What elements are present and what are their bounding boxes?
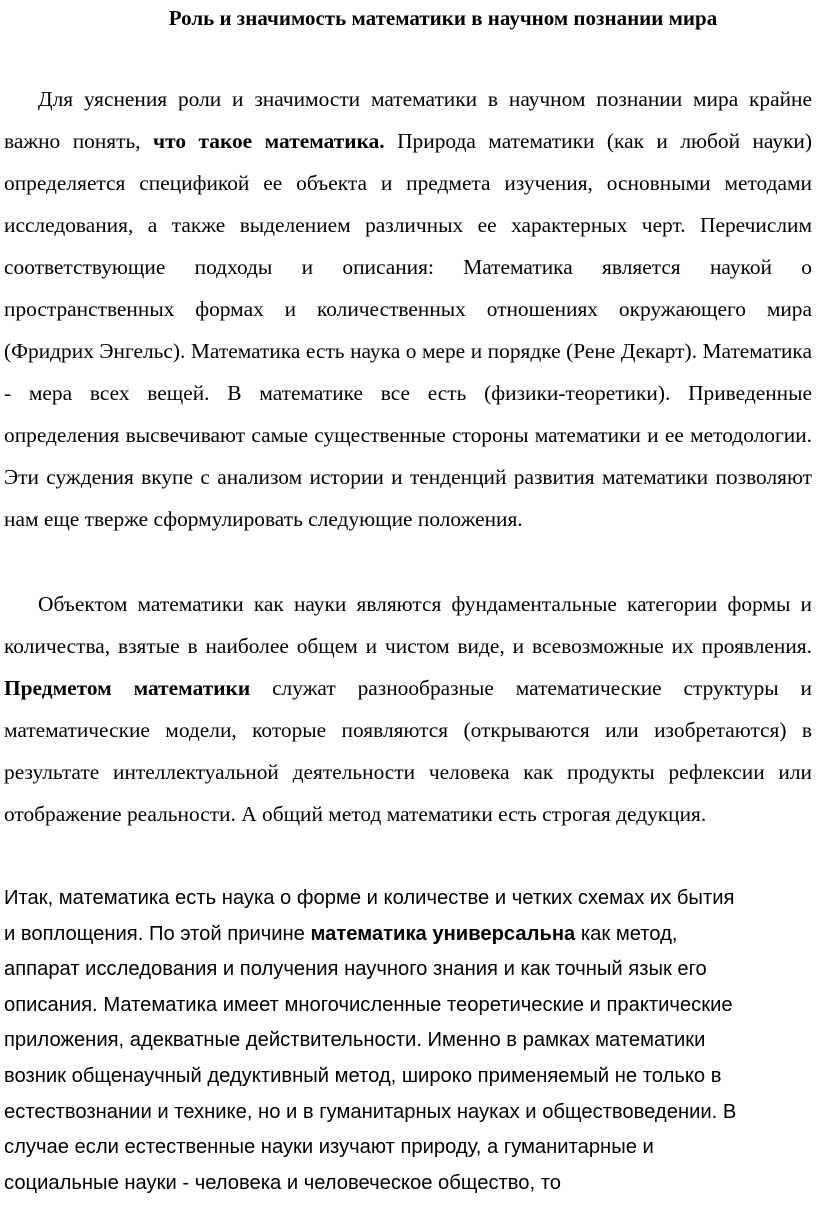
paragraph-definition (4, 78, 812, 540)
paragraph-text: Природа математики (как и любой науки) определяется спецификой ее объекта и предмета изучения, основными методами исследования, а также выделением различных ее характерных черт. Перечислим соответствующие подходы и описания: Математика является наукой о пространственных формах и количественных отношениях окружающего мира (Фридрих Энгельс). Математика есть наука о мере и порядке (Рене Декарт). Математика - мера всех вещей. В математике все есть (физики-теоретики). Приведенные определения высвечивают самые существенные стороны математики и ее методологии. Эти суждения вкупе с анализом истории и тенденций развития математики позволяют нам еще тверже сформулировать следующие положения. (4, 129, 812, 531)
text-line (4, 917, 816, 953)
page-title: Роль и значимость математики в научном познании мира (168, 6, 718, 30)
text-line: Итак, математика есть наука о форме и количестве и четких схемах их бытия (4, 887, 735, 909)
text-line: возник общенаучный дедуктивный метод, широко применяемый не только в (4, 1064, 722, 1087)
text-line: естествознании и технике, но и в гуманитарных науках и обществоведении. В (4, 1100, 737, 1123)
bold-phrase: Предметом математики (4, 676, 251, 700)
text-line: социальные науки - человека и человеческое общество, то (4, 1171, 561, 1194)
text-line: приложения, адекватные действительности. Именно в рамках математики (4, 1029, 706, 1052)
text-line: случае если естественные науки изучают природу, а гуманитарные и (4, 1136, 654, 1159)
paragraph-text: Объектом математики как науки являются фундаментальные категории формы и количества, взятые в наиболее общем и чистом виде, и всевозможные их проявления. (4, 592, 812, 658)
text-line: описания. Математика имеет многочисленные теоретические и практические (4, 993, 733, 1016)
line-part: как метод, (575, 922, 678, 945)
bold-phrase: что такое математика. (153, 129, 385, 153)
paragraph-text: Для уяснения роли и значимости математики в научном познании мира крайне важно понять, (4, 87, 812, 153)
text-line: аппарат исследования и получения научного знания и как точный язык его (4, 958, 707, 981)
paragraph-text: служат разнообразные математические структуры и математические модели, которые появляются (открываются или изобретаются) в результате интеллектуальной деятельности человека как продукты рефлексии или отображение реальности. А общий метод математики есть строгая дедукция. (4, 676, 812, 826)
paragraph-conclusion (4, 881, 816, 1201)
line-part: и воплощения. По этой причине (4, 922, 311, 945)
paragraph-object-subject (4, 583, 812, 835)
bold-phrase: математика универсальна (310, 922, 576, 945)
